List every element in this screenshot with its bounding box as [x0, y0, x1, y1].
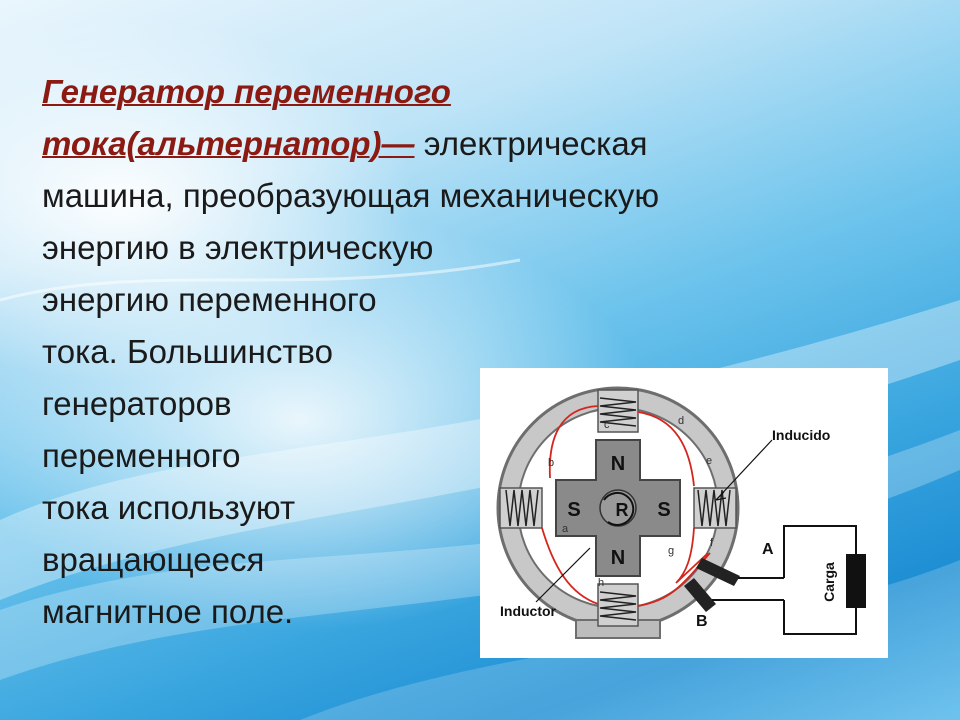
definition-line: магнитное поле.: [42, 593, 294, 630]
load-label: Carga: [821, 562, 837, 602]
coil-label-a: a: [562, 523, 569, 535]
definition-line: вращающееся: [42, 541, 265, 578]
term-heading-cont: тока(альтернатор)—: [42, 125, 415, 162]
coil-label-g: g: [668, 545, 675, 557]
definition-line: энергию переменного: [42, 281, 377, 318]
terminal-a: A: [762, 541, 774, 558]
label-inducido: Inducido: [772, 427, 831, 443]
definition-line: тока. Большинство: [42, 333, 333, 370]
pole-n-top: N: [610, 453, 626, 475]
coil-label-d: d: [678, 415, 685, 427]
definition-line: переменного: [42, 437, 241, 474]
pole-s-left: S: [567, 499, 581, 521]
coil-label-c: c: [604, 419, 610, 431]
coil-label-h: h: [598, 577, 605, 589]
pole-n-bottom: N: [610, 547, 626, 569]
terminal-b: B: [696, 613, 708, 630]
definition-line: энергию в электрическую: [42, 229, 434, 266]
load-resistor: [846, 554, 866, 608]
coil-label-e: e: [706, 455, 713, 467]
generator-diagram: [480, 368, 888, 658]
definition-line: генераторов: [42, 385, 232, 422]
rotor-label: R: [615, 500, 629, 520]
term-heading: Генератор переменного: [42, 73, 451, 110]
term-line-1: [42, 66, 872, 118]
pole-s-right: S: [657, 499, 671, 521]
definition-line: машина, преобразующая механическую: [42, 177, 660, 214]
label-inductor: Inductor: [500, 603, 556, 619]
definition-text: электрическая: [423, 125, 648, 162]
term-line-2: [42, 118, 872, 170]
definition-line: тока используют: [42, 489, 296, 526]
coil-label-f: f: [710, 537, 714, 549]
coil-label-b: b: [548, 457, 555, 469]
circuit-wire: [784, 526, 856, 634]
